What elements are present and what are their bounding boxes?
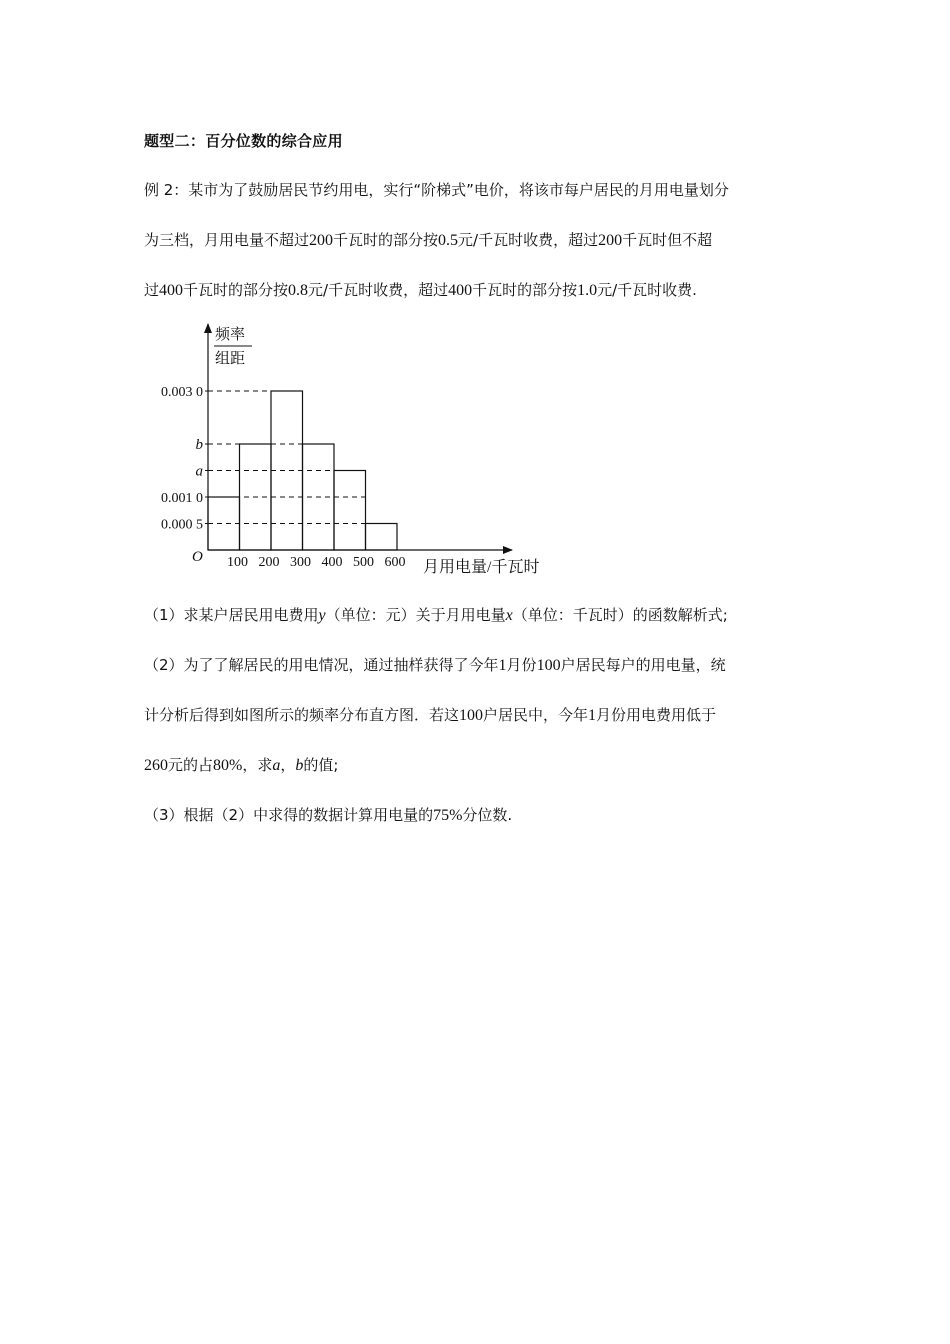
y-tick-label: 0.003 0 [161,385,203,400]
text: 千瓦时的部分按 [333,231,439,249]
text: 千瓦时但不超 [622,231,713,249]
text: 计分析后得到如图所示的频率分布直方图．若这 [144,706,460,724]
number: 1 [588,707,597,724]
number: 0.8 [288,282,309,299]
y-tick-label: b [195,437,203,453]
y-tick-labels [161,385,208,533]
question-2-line-2 [144,703,824,728]
number: 0.5 [438,232,459,249]
frequency-histogram [140,318,570,583]
question-1 [144,603,824,628]
question-2-line-3 [144,753,824,778]
number: 400 [159,282,184,299]
text: 月份 [506,656,537,674]
x-tick-label: 300 [290,555,311,570]
text: （单位：元）关于月用电量 [325,606,506,624]
number: 1.0 [577,282,598,299]
text: 元/千瓦时收费，超过 [458,231,599,249]
text: （2）为了了解居民的用电情况，通过抽样获得了今年 [144,656,499,674]
section-heading: 题型二：百分位数的综合应用 [144,132,343,150]
text: 元/千瓦时收费. [597,281,697,299]
variable: a [272,757,281,774]
text: 户居民每户的用电量，统 [560,656,726,674]
text: ， [280,756,296,774]
variable: y [318,607,326,624]
text: ，求 [242,756,273,774]
variable: b [295,757,304,774]
text: 分位数. [462,806,513,824]
x-tick-label: 600 [384,555,406,570]
number: 75% [433,807,463,824]
text: （单位：千瓦时）的函数解析式; [512,606,728,624]
histogram-bar [334,471,366,551]
text: 户居民中，今年 [483,706,589,724]
histogram-bar [366,524,398,551]
text: 元的占 [168,756,214,774]
example-line-3 [144,278,824,303]
text: 千瓦时的部分按 [472,281,578,299]
text: 的值; [303,756,339,774]
y-axis-label-numerator: 频率 [215,327,246,343]
y-tick-label: 0.000 5 [161,517,203,533]
text: 过 [144,281,160,299]
y-axis-label-denominator: 组距 [215,351,246,367]
y-tick-label: a [195,463,203,480]
example-line-1: 例 2：某市为了鼓励居民节约用电，实行“阶梯式”电价，将该市每户居民的月用电量划分 [144,181,729,199]
origin-label: O [192,549,203,565]
text: 千瓦时的部分按 [183,281,289,299]
y-tick-label: 0.001 0 [161,491,203,506]
x-tick-label: 400 [321,555,343,570]
x-tick-label: 200 [258,555,280,570]
x-tick-label: 500 [353,555,374,570]
text: 月份用电费用低于 [596,706,717,724]
text: （3）根据（2）中求得的数据计算用电量的 [144,806,434,824]
x-axis-label: 月用电量/千瓦时 [423,559,540,576]
question-3 [144,803,824,828]
number: 400 [448,282,473,299]
number: 200 [598,232,623,249]
variable: x [505,607,513,624]
x-tick-labels [227,555,406,570]
number: 200 [309,232,334,249]
question-2-line-1 [144,653,824,678]
number: 260 [144,757,168,774]
number: 80% [213,757,243,774]
number: 1 [498,657,507,674]
x-tick-label: 100 [227,555,248,570]
text: 元/千瓦时收费，超过 [308,281,449,299]
number: 100 [536,657,561,674]
text: 为三档，月用电量不超过 [144,231,310,249]
text: （1）求某户居民用电费用 [144,606,319,624]
number: 100 [459,707,484,724]
example-line-2 [144,228,824,253]
